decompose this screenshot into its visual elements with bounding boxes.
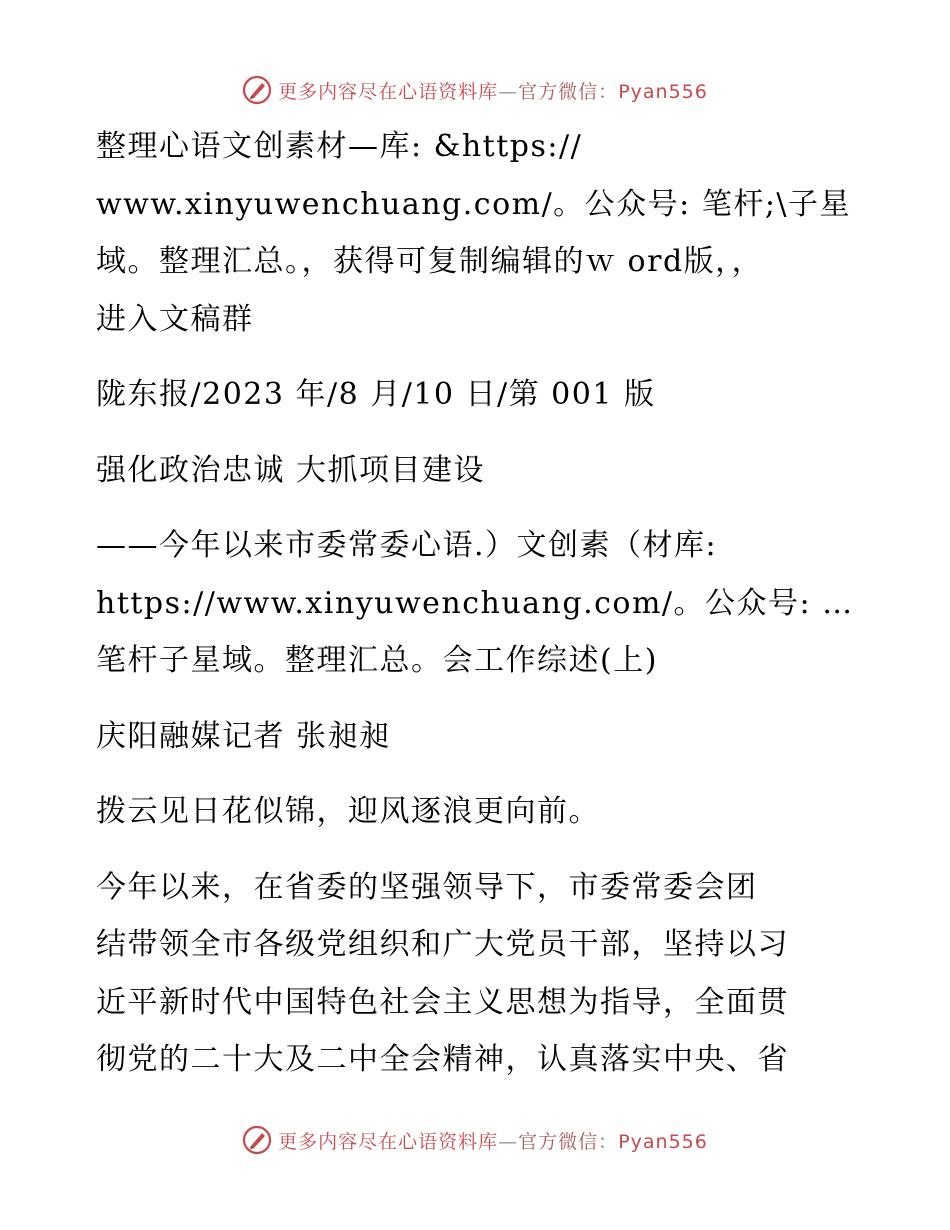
pen-logo-icon <box>242 1125 272 1155</box>
article-title <box>96 442 856 500</box>
text-line: 庆阳融媒记者 张昶昶 <box>96 718 391 754</box>
text-line: https://www.xinyuwenchuang.com/。公众号: … <box>96 585 854 621</box>
paragraph-body <box>96 859 856 1089</box>
text-line: 笔杆子星域。整理汇总。会工作综述(上) <box>96 643 658 678</box>
banner-wechat-id: Pyan556 <box>618 80 708 103</box>
text-line: 结带领全市各级党组织和广大党员干部，坚持以习 <box>96 927 789 962</box>
pen-logo-icon <box>242 75 272 105</box>
banner-text <box>278 77 708 104</box>
paragraph-publication-info <box>96 366 856 424</box>
text-line: 近平新时代中国特色社会主义思想为指导，全面贯 <box>96 984 789 1020</box>
text-line: 强化政治忠诚 大抓项目建设 <box>96 452 486 488</box>
banner-main-text: 更多内容尽在心语资料库 <box>278 80 499 103</box>
article-byline <box>96 708 856 766</box>
banner-main-text: 更多内容尽在心语资料库 <box>278 1130 499 1153</box>
text-line: www.xinyuwenchuang.com/。公众号: 笔杆;\子星 <box>96 186 852 222</box>
banner-wechat-label: 官方微信： <box>518 80 619 103</box>
paragraph-source-note <box>96 118 856 348</box>
article-subtitle <box>96 517 856 690</box>
banner-wechat-label: 官方微信： <box>518 1130 619 1153</box>
paragraph-lead <box>96 783 856 841</box>
text-line: 整理心语文创素材—库: &https:// <box>96 129 583 164</box>
banner-text <box>278 1127 708 1154</box>
header-banner <box>0 70 950 110</box>
text-line: 拨云见日花似锦，迎风逐浪更向前。 <box>96 794 600 829</box>
banner-separator: — <box>498 1130 519 1153</box>
document-body <box>96 118 856 1107</box>
text-line: 今年以来，在省委的坚强领导下，市委常委会团 <box>96 869 758 905</box>
banner-wechat-id: Pyan556 <box>618 1130 708 1153</box>
banner-separator: — <box>498 80 519 103</box>
text-line: 陇东报/2023 年/8 月/10 日/第 001 版 <box>96 377 656 412</box>
footer-banner <box>0 1120 950 1160</box>
text-line: ——今年以来市委常委心语.）文创素（材库: <box>96 528 718 563</box>
text-line: 域。整理汇总。，获得可复制编辑的ｗ ord版，， <box>96 244 764 279</box>
text-line: 彻党的二十大及二中全会精神，认真落实中央、省 <box>96 1042 789 1077</box>
text-line: 进入文稿群 <box>96 301 254 337</box>
